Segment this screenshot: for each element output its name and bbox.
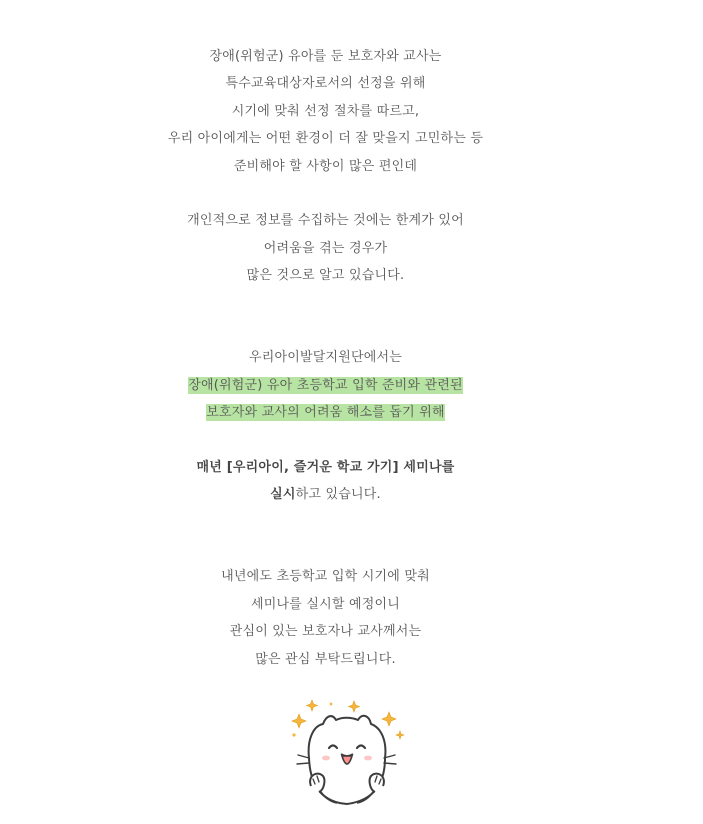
text-line: 관심이 있는 보호자나 교사께서는 [229, 624, 422, 640]
spacer [0, 180, 651, 207]
seminar-title-line: 매년 [우리아이, 즐거운 학교 가기] 세미나를 [196, 459, 455, 475]
highlighted-line [0, 372, 651, 399]
paragraph-organization [0, 344, 651, 426]
paragraph-next-year [0, 563, 651, 673]
text-line: 내년에도 초등학교 입학 시기에 맞춰 [221, 569, 430, 585]
paragraph-intro [0, 43, 651, 180]
paragraph-difficulty [0, 207, 651, 289]
happy-cat-sticker-icon [279, 700, 411, 808]
bold-text: 실시 [270, 487, 296, 503]
highlight-text: 보호자와 교사의 어려움 해소를 돕기 위해 [206, 405, 445, 421]
highlighted-line [0, 399, 651, 426]
text-fragment: 하고 있습니다. [295, 487, 381, 503]
highlight-text: 장애(위험군) 유아 초등학교 입학 준비와 관련된 [188, 377, 463, 393]
text-line: 시기에 맞춰 선정 절차를 따르고, [231, 103, 420, 119]
text-line: 특수교육대상자로서의 선정을 위해 [225, 76, 426, 92]
text-line: 준비해야 할 사항이 많은 편인데 [233, 158, 418, 174]
spacer [0, 290, 651, 345]
text-line: 세미나를 실시할 예정이니 [250, 596, 400, 612]
post-body [0, 43, 651, 673]
text-line: 어려움을 겪는 경우가 [263, 240, 388, 256]
paragraph-seminar [0, 454, 651, 509]
text-line: 우리 아이에게는 어떤 환경이 더 잘 맞을지 고민하는 등 [167, 131, 484, 147]
text-line: 개인적으로 정보를 수집하는 것에는 한계가 있어 [187, 213, 464, 229]
spacer [0, 509, 651, 564]
text-line: 많은 관심 부탁드립니다. [255, 651, 396, 667]
text-line: 우리아이발달지원단에서는 [248, 350, 403, 366]
text-line [0, 481, 651, 508]
text-line: 많은 것으로 알고 있습니다. [246, 268, 405, 284]
text-line: 장애(위험군) 유아를 둔 보호자와 교사는 [209, 49, 442, 64]
spacer [0, 426, 651, 453]
